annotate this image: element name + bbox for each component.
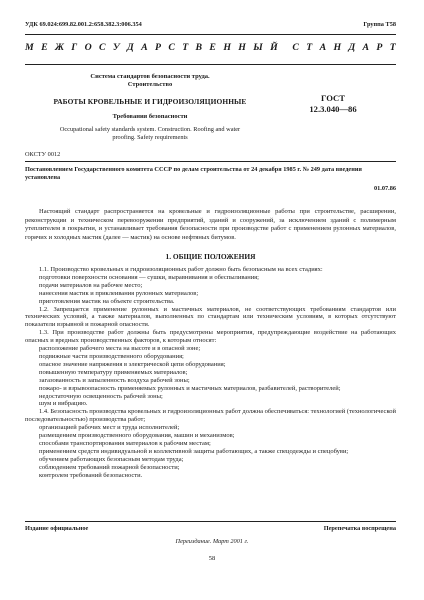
okstu-code: ОКСТУ 0012 [25, 151, 61, 158]
banner-letter: Д [348, 42, 356, 53]
banner-letter: Н [238, 42, 246, 53]
section-title: 1. ОБЩИЕ ПОЛОЖЕНИЯ [165, 252, 256, 261]
gost-label: ГОСТ [321, 93, 345, 103]
reprint-prohibited-note: Перепечатка воспрещена [323, 525, 396, 532]
banner-letter: Т [306, 42, 313, 53]
list-item: повышенную температуру применяемых материалов; [39, 368, 188, 376]
decree-text: Постановлением Государственного комитета СССР по делам строительства от 24 декабря 1985 г. № 249 дата введения установлена [25, 166, 362, 182]
banner-letter: Е [41, 42, 48, 53]
list-item: размещением производственного оборудования, машин и механизмов; [39, 432, 235, 440]
intro-paragraph: Настоящий стандарт распространяется на кровельные и гидроизоляционные работы при строительстве, расширении, реконструкции и техническом перевооружении предприятий, зданий и сооружений, за исключением зданий с полимерным утеплителем в покрытии, и устанавливает требования безопасности при производстве работ с применением рулонных материалов, горячих и холодных мастик (далее — мастик) на основе нефтяных битумов. [25, 208, 396, 242]
banner-letter: А [362, 42, 370, 53]
list-item: расположение рабочего места на высоте и в опасной зоне; [39, 345, 201, 353]
banner-letter: Н [223, 42, 231, 53]
reissue-note: Переиздание. Март 2001 г. [175, 538, 249, 545]
list-item: нанесения мастик и приклеивания рулонных материалов; [39, 289, 199, 297]
list-item: подачи материалов на рабочее место; [39, 281, 143, 289]
standard-title: РАБОТЫ КРОВЕЛЬНЫЕ И ГИДРОИЗОЛЯЦИОННЫЕ [53, 97, 247, 106]
english-line-1: Occupational safety standards system. Construction. Roofing and water [59, 126, 241, 133]
list-item: загазованность и запыленность воздуха рабочей зоны; [39, 376, 190, 384]
clause-paragraph: 1.3. При производстве работ должны быть предусмотрены мероприятия, предупреждающие воздействие на работающих опасных и вредных производственных факторов, к которым относят: [25, 329, 396, 345]
list-item: обучением работающих безопасным методам труда; [39, 455, 184, 463]
clause-paragraph: 1.1. Производство кровельных и гидроизоляционных работ должно быть безопасным на всех стадиях: [39, 266, 323, 273]
banner-letter: Ж [54, 42, 64, 53]
banner-letter: А [319, 42, 327, 53]
system-line-2: Строительство [127, 81, 173, 89]
list-item: шум и вибрацию. [39, 400, 88, 408]
banner-letter: У [112, 42, 120, 53]
banner-letter: А [141, 42, 148, 53]
banner-letter: М [25, 42, 34, 53]
banner-letter: Т [389, 42, 396, 53]
list-item: пожаро- и взрывоопасность применяемых рулонных и мастичных материалов, разбавителей, растворителей; [39, 384, 341, 392]
banner-letter: Т [182, 42, 189, 53]
banner-letter: С [98, 42, 106, 53]
standard-subtitle: Требования безопасности [112, 113, 188, 120]
banner-letter: О [84, 42, 92, 53]
top-rule [25, 34, 396, 35]
list-item: недостаточную освещенность рабочей зоны; [39, 392, 163, 400]
banner-letter: Д [127, 42, 134, 53]
banner-letter: Н [333, 42, 342, 53]
english-title [25, 126, 275, 143]
clause-paragraph: 1.4. Безопасность производства кровельных и гидроизоляционных работ должна обеспечиваться: технологией (технологической последовательностью) производства работ; [25, 408, 396, 424]
interstate-standard-banner [25, 42, 396, 53]
list-item: опасное значение напряжения в электрической цепи оборудования; [39, 360, 226, 368]
group-code: Группа Т58 [363, 21, 396, 28]
official-edition-note: Издание официальное [25, 525, 89, 532]
list-item: способами транспортирования материалов к рабочим местам; [39, 439, 211, 447]
system-line-1: Система стандартов безопасности труда. [90, 73, 210, 80]
list-item: применением средств индивидуальной и коллективной защиты работающих, а также спецодежды и спецобуви; [39, 447, 349, 455]
list-item: соблюдением требований пожарной безопасности; [39, 463, 180, 471]
section-body [25, 266, 396, 479]
page-number: 58 [208, 555, 216, 562]
list-item: приготовления мастик на объекте строительства. [39, 297, 175, 305]
banner-rule [25, 64, 396, 65]
gost-designation [288, 93, 378, 114]
banner-letter: Р [154, 42, 161, 53]
gost-number: 12.3.040—86 [309, 104, 357, 114]
banner-letter: Е [209, 42, 216, 53]
banner-letter: Ы [253, 42, 263, 53]
banner-letter: С [292, 42, 299, 53]
udk-code: УДК 69.024:699.82.001.2:658.382.3:006.354 [25, 21, 142, 28]
list-item: контролем требований безопасности. [39, 471, 143, 479]
banner-letter: С [168, 42, 175, 53]
system-title [25, 73, 275, 89]
clause-paragraph: 1.2. Запрещается применение рулонных и мастичных материалов, не соответствующих требованиям стандартов или технических условий, а также материалов, выполненных по стандартам или техническим условиям, в которых отсутствуют показатели взрывной и пожарной опасности. [25, 305, 396, 329]
footer-rule [25, 521, 396, 522]
english-line-2: proofing. Safety requirements [112, 134, 188, 142]
banner-letter: Й [270, 42, 278, 53]
okstu-rule [25, 161, 396, 162]
list-item: подвижные части производственного оборудования; [39, 352, 184, 360]
banner-letter: Г [71, 42, 78, 53]
banner-letter: В [195, 42, 203, 53]
date-introduced: 01.07.86 [373, 185, 396, 192]
list-item: организацией рабочих мест и труда исполнителей; [39, 424, 180, 432]
banner-letter: Р [376, 42, 383, 53]
list-item: подготовки поверхности основания — сушки, выравнивания и обеспыливания; [39, 273, 259, 281]
